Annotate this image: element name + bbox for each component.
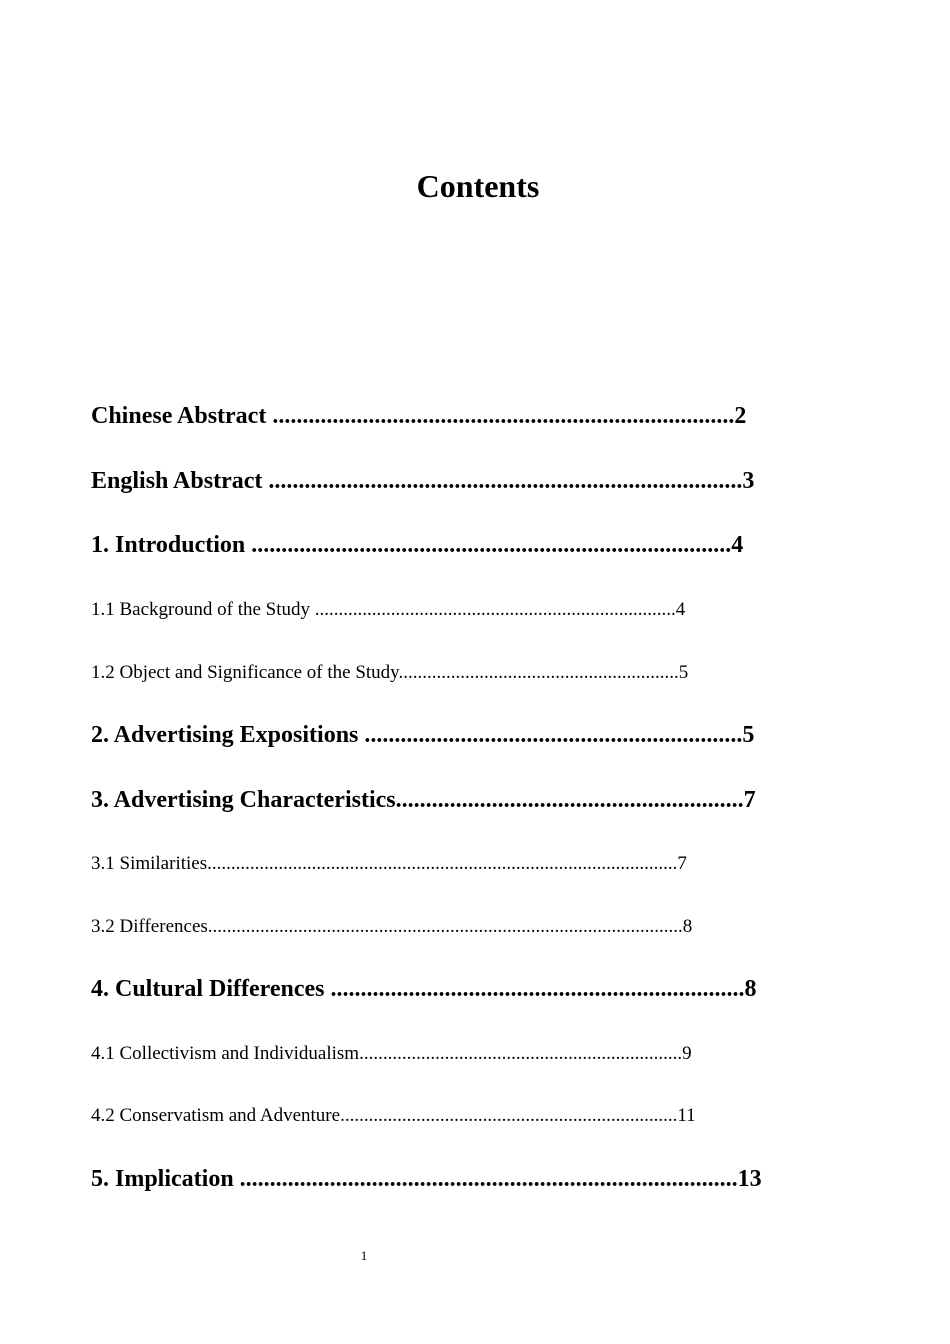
toc-entry-conservatism[interactable]: 4.2 Conservatism and Adventure.......................................................................11 [91, 1105, 696, 1126]
toc-entry-implication[interactable]: 5. Implication ...................................................................................13 [91, 1166, 762, 1192]
page-number: 1 [360, 1248, 368, 1263]
toc-entry-cultural-differences[interactable]: 4. Cultural Differences .....................................................................8 [91, 976, 757, 1002]
toc-entry-advertising-characteristics[interactable]: 3. Advertising Characteristics..........................................................7 [91, 787, 756, 813]
toc-entry-object-significance[interactable]: 1.2 Object and Significance of the Study...........................................................5 [91, 662, 689, 683]
toc-entry-introduction[interactable]: 1. Introduction ................................................................................4 [91, 532, 744, 558]
toc-entry-english-abstract[interactable]: English Abstract ...............................................................................3 [91, 468, 755, 494]
toc-entry-collectivism[interactable]: 4.1 Collectivism and Individualism....................................................................9 [91, 1043, 692, 1064]
toc-entry-differences[interactable]: 3.2 Differences....................................................................................................8 [91, 916, 693, 937]
page-title: Contents [416, 168, 540, 204]
toc-entry-chinese-abstract[interactable]: Chinese Abstract .............................................................................2 [91, 403, 747, 429]
toc-entry-similarities[interactable]: 3.1 Similarities...................................................................................................7 [91, 853, 687, 874]
toc-entry-background[interactable]: 1.1 Background of the Study ............................................................................4 [91, 599, 686, 620]
toc-entry-advertising-expositions[interactable]: 2. Advertising Expositions ...............................................................5 [91, 722, 755, 748]
